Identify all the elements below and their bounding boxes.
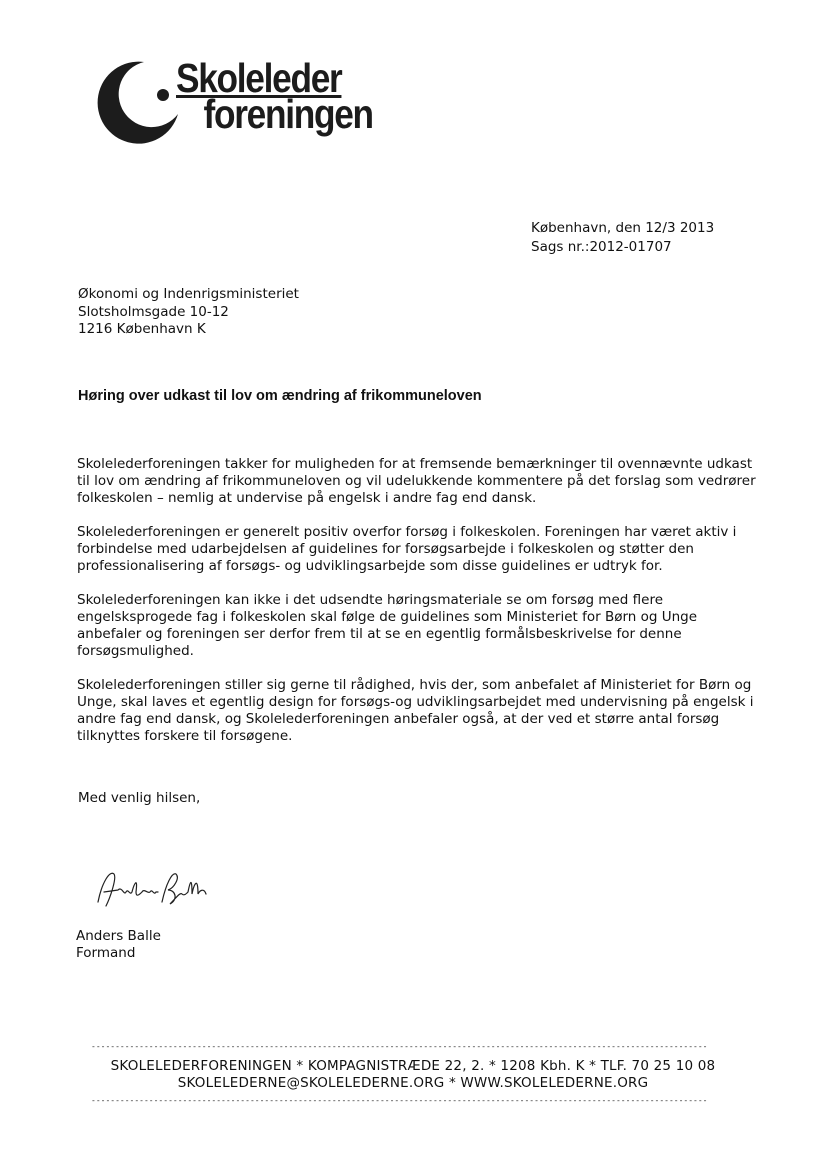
footer-divider-top: -------------------------------------------------------------------------------------------------------------------------------- (91, 1043, 708, 1051)
signer-block (76, 928, 161, 962)
body-paragraph: Skolelederforeningen takker for muligheden for at fremsende bemærkninger til ovennævnte udkast til lov om ændring af frikommuneloven og vil udelukkende kommentere på det forslag som vedrører folkeskolen – nemlig at undervise på engelsk i andre fag end dansk. (77, 456, 756, 506)
recipient-street: Slotsholmsgade 10-12 (78, 303, 229, 320)
signer-name: Anders Balle (76, 928, 161, 944)
body-paragraph: Skolelederforeningen stiller sig gerne til rådighed, hvis der, som anbefalet af Ministeriet for Børn og Unge, skal laves et egentlig design for forsøgs-og udviklingsarbejdet med undervisning på engelsk i andre fag end dansk, og Skolelederforeningen anbefaler også, at der ved et større antal forsøg tilknyttes forskere til forsøgene. (77, 677, 754, 744)
letter-subject: Høring over udkast til lov om ændring af frikommuneloven (78, 388, 482, 404)
footer-address: SKOLELEDERFORENINGEN * KOMPAGNISTRÆDE 22, 2. * 1208 Kbh. K * TLF. 70 25 10 08 (110, 1058, 716, 1074)
footer-contact: SKOLELEDERNE@SKOLELEDERNE.ORG * WWW.SKOLELEDERNE.ORG (177, 1075, 649, 1091)
body-paragraph: Skolelederforeningen kan ikke i det udsendte høringsmateriale se om forsøg med flere engelsksprogede fag i folkeskolen skal følge de guidelines som Ministeriet for Børn og Unge anbefaler og foreningen ser derfor frem til at se en egentlig formålsbeskrivelse for denne forsøgsmulighed. (77, 592, 698, 659)
closing-greeting: Med venlig hilsen, (78, 790, 201, 806)
crescent-circle-logo-icon (86, 52, 186, 152)
logo-wordmark (176, 55, 373, 137)
recipient-name: Økonomi og Indenrigsministeriet (78, 286, 299, 302)
logo-wordmark-line2: foreningen (203, 91, 373, 137)
date-reference-block (531, 219, 714, 257)
organization-logo (86, 52, 426, 157)
logo-wordmark-line1: Skoleleder (176, 55, 342, 101)
date-line: København, den 12/3 2013 (531, 220, 715, 236)
recipient-city: 1216 København K (78, 321, 206, 337)
signer-title: Formand (76, 945, 136, 961)
handwritten-signature (92, 862, 222, 918)
letter-body (77, 456, 757, 762)
case-number: Sags nr.:2012-01707 (531, 239, 672, 255)
footer-divider-bottom: -------------------------------------------------------------------------------------------------------------------------------- (91, 1097, 708, 1105)
body-paragraph: Skolelederforeningen er generelt positiv overfor forsøg i folkeskolen. Foreningen har været aktiv i forbindelse med udarbejdelsen af guidelines for forsøgsarbejde i folkeskolen og støtter den professionalisering af forsøgs- og udviklingsarbejde som disse guidelines er udtryk for. (77, 524, 737, 574)
recipient-address (78, 286, 299, 339)
